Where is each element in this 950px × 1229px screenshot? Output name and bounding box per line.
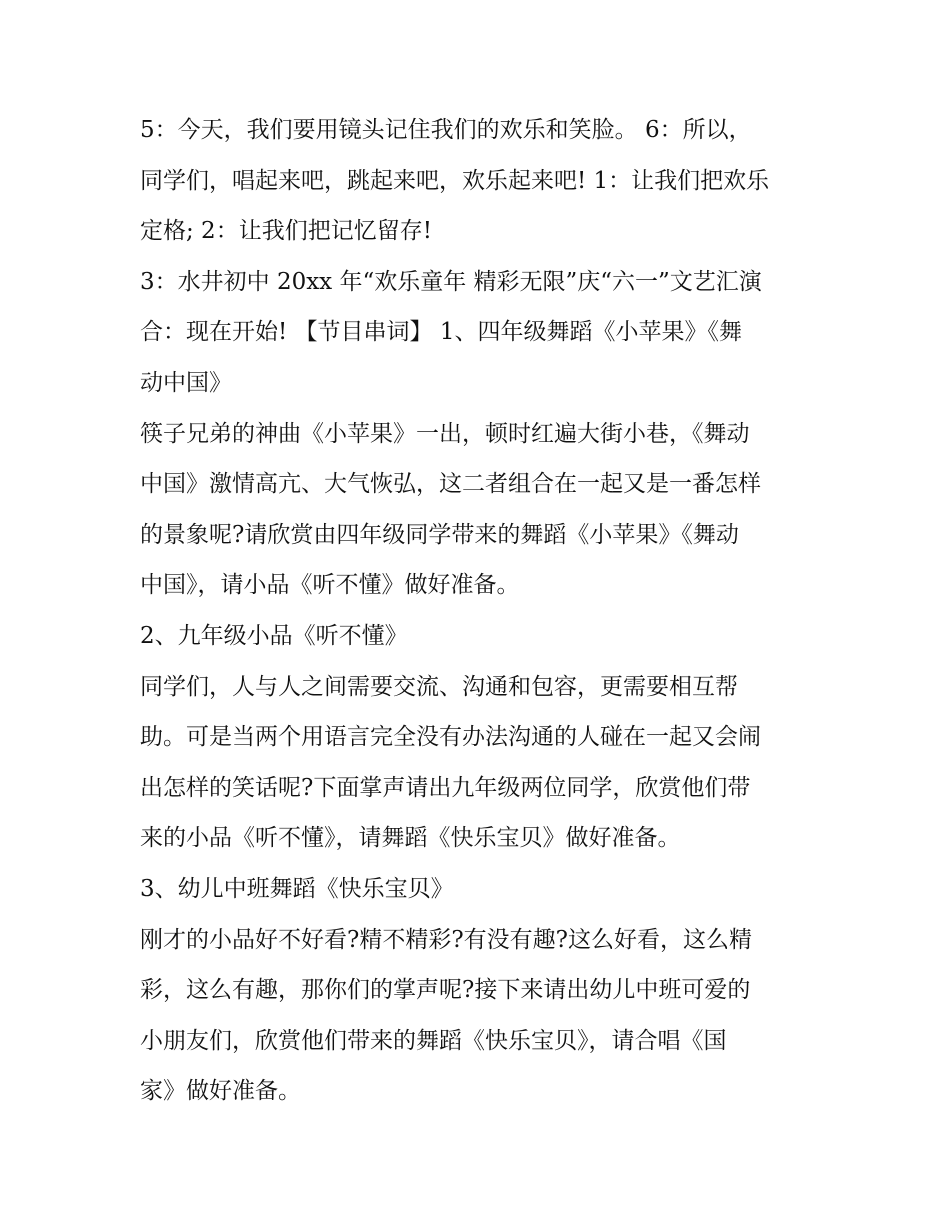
text-line: 5：今天，我们要用镜头记住我们的欢乐和笑脸。 6：所以， (140, 117, 752, 143)
document-page (140, 105, 820, 1117)
text-line: 助。可是当两个用语言完全没有办法沟通的人碰在一起又会闹 (140, 724, 761, 751)
text-line: 3：水井初中 20xx 年“欢乐童年 精彩无限”庆“六一”文艺汇演 (140, 268, 762, 295)
text-line: 的景象呢?请欣赏由四年级同学带来的舞蹈《小苹果》《舞动 (140, 521, 739, 548)
text-line: 筷子兄弟的神曲《小苹果》一出，顿时红遍大街小巷，《舞动 (140, 420, 750, 447)
text-line: 出怎样的笑话呢?下面掌声请出九年级两位同学，欣赏他们带 (140, 774, 751, 801)
text-line: 来的小品《听不懂》，请舞蹈《快乐宝贝》做好准备。 (140, 825, 681, 852)
text-line: 家》做好准备。 (140, 1078, 301, 1105)
text-line: 同学们，唱起来吧，跳起来吧，欢乐起来吧! 1：让我们把欢乐 (140, 167, 770, 194)
text-line: 定格; 2：让我们把记忆留存! (140, 218, 432, 245)
text-line: 合：现在开始! 【节目串词】 1、四年级舞蹈《小苹果》《舞 (140, 319, 742, 346)
text-line: 刚才的小品好不好看?精不精彩?有没有趣?这么好看，这么精 (140, 926, 752, 953)
text-line: 中国》激情高亢、大气恢弘，这二者组合在一起又是一番怎样 (140, 471, 761, 498)
text-line: 动中国》 (140, 369, 232, 396)
text-line: 彩，这么有趣，那你们的掌声呢?接下来请出幼儿中班可爱的 (140, 977, 751, 1004)
text-line: 同学们，人与人之间需要交流、沟通和包容，更需要相互帮 (140, 673, 738, 700)
section-heading: 2、九年级小品《听不懂》 (140, 622, 408, 649)
section-heading: 3、幼儿中班舞蹈《快乐宝贝》 (140, 875, 454, 902)
text-line: 中国》，请小品《听不懂》做好准备。 (140, 572, 520, 599)
text-line: 小朋友们，欣赏他们带来的舞蹈《快乐宝贝》，请合唱《国 (140, 1027, 727, 1054)
